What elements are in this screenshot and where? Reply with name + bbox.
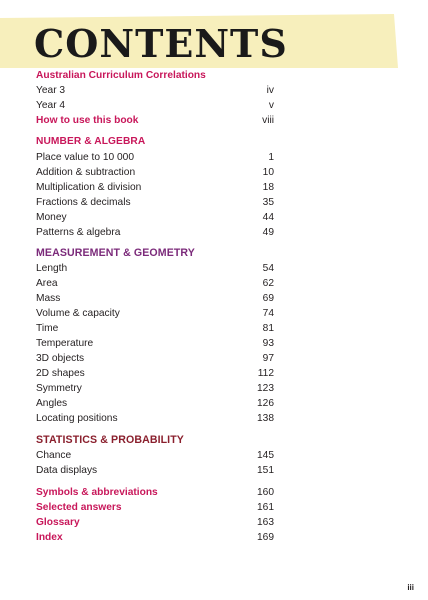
- table-of-contents: [36, 68, 274, 545]
- toc-entry-page: 62: [262, 278, 274, 289]
- toc-entry-label: Time: [36, 323, 59, 334]
- toc-entry-label: Index: [36, 532, 63, 543]
- section-heading-number-algebra: NUMBER & ALGEBRA: [36, 136, 146, 147]
- toc-entry-label: Chance: [36, 450, 72, 461]
- toc-entry[interactable]: [36, 463, 274, 478]
- toc-entry-label: Length: [36, 263, 68, 274]
- toc-entry-index[interactable]: [36, 530, 274, 545]
- toc-entry-page: 112: [257, 368, 274, 379]
- toc-entry[interactable]: [36, 366, 274, 381]
- toc-entry-page: 81: [262, 323, 274, 334]
- toc-entry-label: Patterns & algebra: [36, 227, 121, 238]
- toc-entry-symbols[interactable]: [36, 485, 274, 500]
- toc-entry-label: Australian Curriculum Correlations: [36, 70, 206, 81]
- toc-entry-label: Money: [36, 212, 67, 223]
- toc-entry-label: Glossary: [36, 517, 80, 528]
- toc-entry-page: 93: [262, 338, 274, 349]
- toc-entry[interactable]: [36, 276, 274, 291]
- section-back-matter: [36, 485, 274, 545]
- toc-entry-selected-answers[interactable]: [36, 500, 274, 515]
- toc-entry[interactable]: [36, 336, 274, 351]
- toc-entry-label: 3D objects: [36, 353, 85, 364]
- toc-entry[interactable]: [36, 150, 274, 165]
- toc-entry[interactable]: [36, 195, 274, 210]
- toc-entry[interactable]: [36, 381, 274, 396]
- page-title: CONTENTS: [34, 21, 288, 66]
- toc-entry[interactable]: [36, 261, 274, 276]
- toc-entry-page: 123: [257, 383, 274, 394]
- toc-entry-page: 18: [262, 182, 274, 193]
- toc-entry-label: Locating positions: [36, 413, 118, 424]
- toc-entry[interactable]: [36, 448, 274, 463]
- toc-entry-page: 163: [257, 517, 274, 528]
- toc-entry-page: 151: [257, 465, 274, 476]
- toc-entry-correlations[interactable]: [36, 68, 274, 83]
- toc-entry-label: Symbols & abbreviations: [36, 487, 158, 498]
- toc-entry[interactable]: [36, 321, 274, 336]
- toc-entry-label: Area: [36, 278, 58, 289]
- toc-entry-label: Volume & capacity: [36, 308, 120, 319]
- section-statistics-probability: [36, 448, 274, 478]
- toc-entry[interactable]: [36, 225, 274, 240]
- toc-entry-label: Year 4: [36, 100, 66, 111]
- section-measurement-geometry: [36, 261, 274, 426]
- toc-entry-page: 69: [262, 293, 274, 304]
- toc-entry[interactable]: [36, 396, 274, 411]
- toc-entry-page: 35: [262, 197, 274, 208]
- section-heading-statistics-probability: STATISTICS & PROBABILITY: [36, 434, 184, 446]
- toc-entry-page: viii: [262, 115, 274, 126]
- toc-entry-glossary[interactable]: [36, 515, 274, 530]
- toc-entry-label: 2D shapes: [36, 368, 85, 379]
- toc-entry-page: 161: [257, 502, 274, 513]
- toc-entry[interactable]: [36, 180, 274, 195]
- toc-entry-label: Multiplication & division: [36, 182, 142, 193]
- toc-entry-page: 44: [262, 212, 274, 223]
- toc-entry-label: Angles: [36, 398, 68, 409]
- section-heading-measurement-geometry: MEASUREMENT & GEOMETRY: [36, 247, 195, 259]
- toc-entry-year3[interactable]: [36, 83, 274, 98]
- toc-entry-label: Temperature: [36, 338, 94, 349]
- toc-entry-how-to-use[interactable]: [36, 113, 274, 128]
- toc-entry-page: 145: [257, 450, 274, 461]
- toc-entry[interactable]: [36, 165, 274, 180]
- toc-entry[interactable]: [36, 291, 274, 306]
- toc-entry-label: Data displays: [36, 465, 98, 476]
- toc-entry-page: 10: [262, 167, 274, 178]
- toc-entry[interactable]: [36, 351, 274, 366]
- toc-entry-label: Symmetry: [36, 383, 82, 394]
- title-banner: [0, 14, 400, 70]
- toc-entry-page: 97: [262, 353, 274, 364]
- toc-entry-page: v: [268, 100, 274, 111]
- toc-entry-page: 49: [262, 227, 274, 238]
- toc-entry-label: Selected answers: [36, 502, 122, 513]
- toc-entry-page: 1: [268, 152, 274, 163]
- section-number-algebra: [36, 150, 274, 240]
- toc-entry-label: Fractions & decimals: [36, 197, 131, 208]
- toc-entry-page: 126: [257, 398, 274, 409]
- toc-entry-label: Year 3: [36, 85, 66, 96]
- toc-entry-label: Addition & subtraction: [36, 167, 136, 178]
- toc-entry-page: 138: [257, 413, 274, 424]
- toc-entry-label: How to use this book: [36, 115, 139, 126]
- toc-entry-year4[interactable]: [36, 98, 274, 113]
- toc-entry-label: Place value to 10 000: [36, 152, 134, 163]
- page-number: iii: [407, 583, 414, 592]
- toc-entry[interactable]: [36, 210, 274, 225]
- toc-entry-label: Mass: [36, 293, 61, 304]
- toc-entry[interactable]: [36, 411, 274, 426]
- toc-entry-page: 169: [257, 532, 274, 543]
- toc-entry[interactable]: [36, 306, 274, 321]
- toc-entry-page: 160: [257, 487, 274, 498]
- toc-entry-page: iv: [266, 85, 274, 96]
- toc-entry-page: 54: [262, 263, 274, 274]
- toc-entry-page: 74: [262, 308, 274, 319]
